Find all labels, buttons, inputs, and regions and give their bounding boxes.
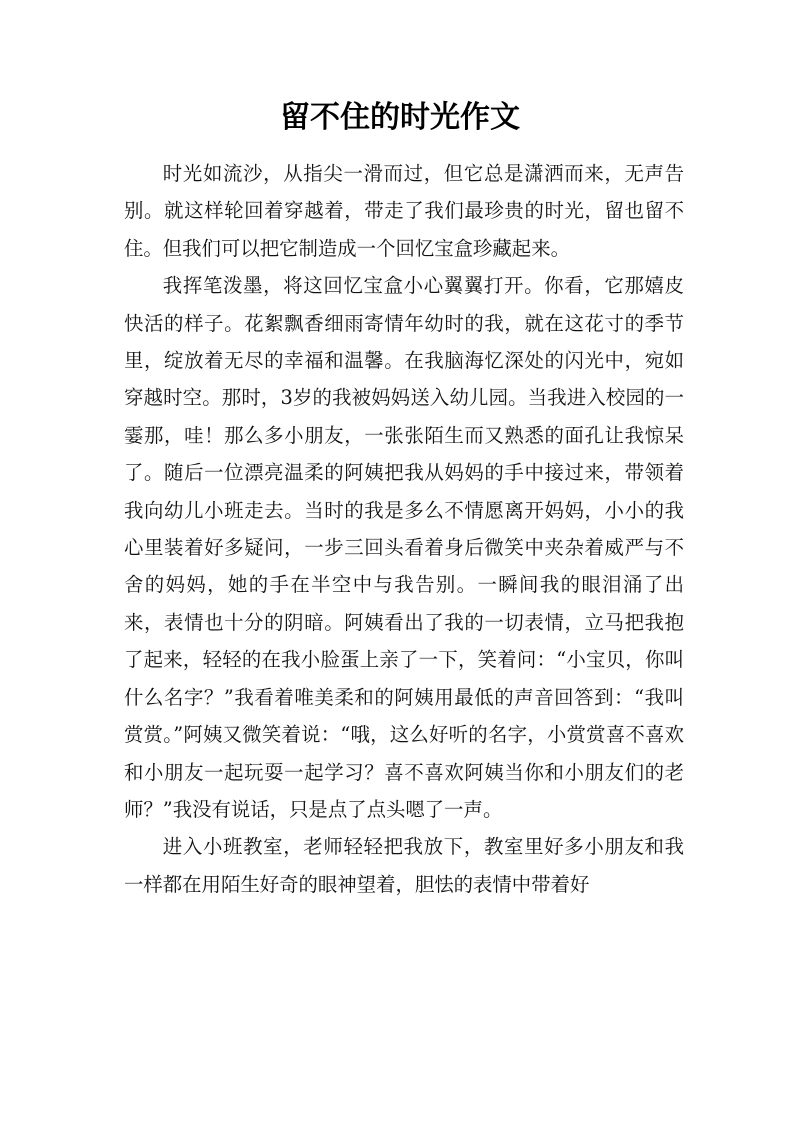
document-body — [124, 155, 684, 903]
paragraph-1: 时光如流沙，从指尖一滑而过，但它总是潇洒而来，无声告别。就这样轮回着穿越着，带走了我们最珍贵的时光，留也留不住。但我们可以把它制造成一个回忆宝盒珍藏起来。 — [124, 162, 684, 260]
document-title: 留不住的时光作文 — [280, 100, 520, 135]
paragraph-2: 我挥笔泼墨，将这回忆宝盒小心翼翼打开。你看，它那嬉皮快活的样子。花絮飘香细雨寄情年幼时的我，就在这花寸的季节里，绽放着无尽的幸福和温馨。在我脑海忆深处的闪光中，宛如穿越时空。那时，3岁的我被妈妈送入幼儿园。当我进入校园的一霎那，哇！那么多小朋友，一张张陌生而又熟悉的面孔让我惊呆了。随后一位漂亮温柔的阿姨把我从妈妈的手中接过来，带领着我向幼儿小班走去。当时的我是多么不情愿离开妈妈，小小的我心里装着好多疑问，一步三回头看着身后微笑中夹杂着威严与不舍的妈妈，她的手在半空中与我告别。一瞬间我的眼泪涌了出来，表情也十分的阴暗。阿姨看出了我的一切表情，立马把我抱了起来，轻轻的在我小脸蛋上亲了一下，笑着问：“小宝贝，你叫什么名字？”我看着唯美柔和的阿姨用最低的声音回答到：“我叫赏赏。”阿姨又微笑着说：“哦，这么好听的名字，小赏赏喜不喜欢和小朋友一起玩耍一起学习？喜不喜欢阿姨当你和小朋友们的老师？”我没有说话，只是点了点头嗯了一声。 — [124, 274, 684, 821]
paragraph-3: 进入小班教室，老师轻轻把我放下，教室里好多小朋友和我一样都在用陌生好奇的眼神望着，胆怯的表情中带着好 — [124, 835, 684, 896]
